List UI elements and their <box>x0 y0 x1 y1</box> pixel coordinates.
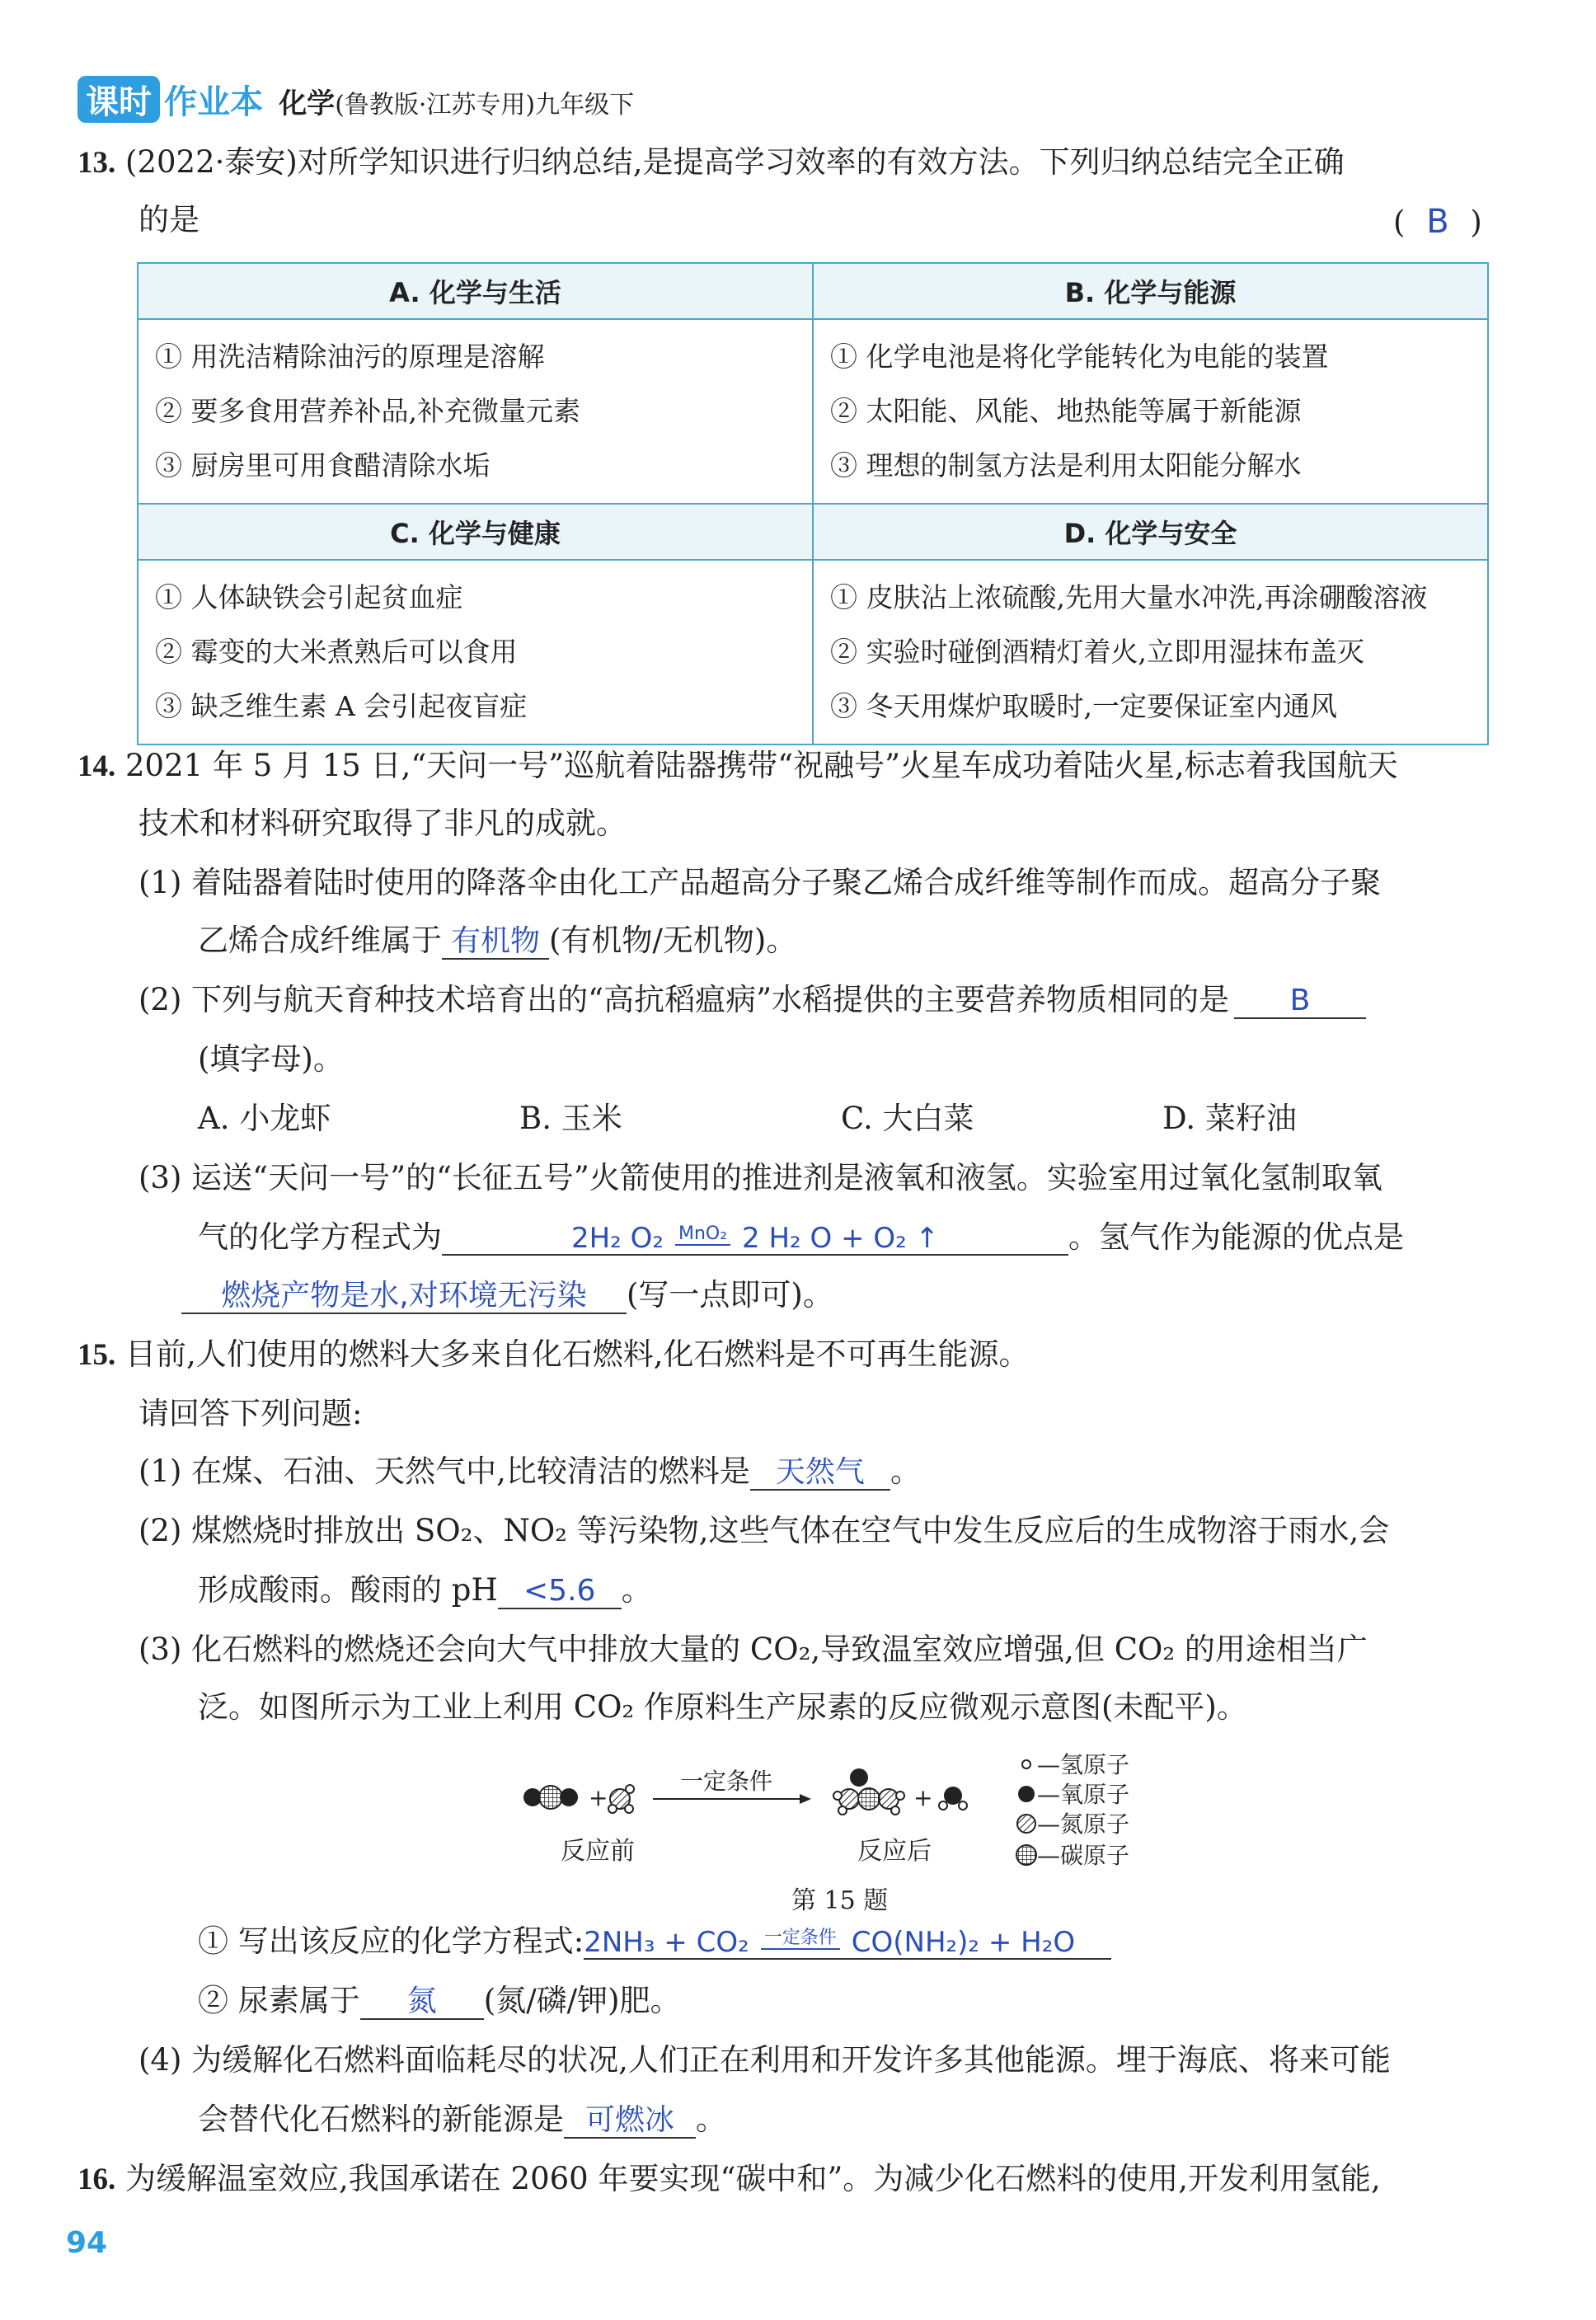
q15-sub1a: ① 写出该反应的化学方程式: <box>198 1923 584 1959</box>
table-item: ③ 缺乏维生素 A 会引起夜盲症 <box>155 690 528 722</box>
q15-stem2: 请回答下列问题: <box>138 1396 363 1431</box>
table-cell-a <box>138 319 813 504</box>
table-item: ③ 冬天用煤炉取暖时,一定要保证室内通风 <box>830 690 1337 722</box>
q14-p1c: (有机物/无机物)。 <box>549 923 797 958</box>
q13-answer: B <box>1426 203 1449 241</box>
arrow-head-icon <box>800 1794 811 1804</box>
q15-p4b-line <box>198 2096 726 2143</box>
q15-p2b: 形成酸雨。酸雨的 pH <box>198 1572 498 1608</box>
q15-p3b: 泛。如图所示为工业上利用 CO₂ 作原料生产尿素的反应微观示意图(未配平)。 <box>198 1689 1247 1725</box>
q14-answer-4: 燃烧产物是水,对环境无污染 <box>181 1280 627 1314</box>
book-title: 作业本 <box>164 83 264 121</box>
q15-answer-3 <box>584 1928 1111 1960</box>
table-title-d: D. 化学与安全 <box>813 504 1488 560</box>
q15-sub2-line <box>198 1977 681 2024</box>
q16-number: 16. <box>77 2163 116 2196</box>
q15-p2c: 。 <box>621 1572 652 1608</box>
q15-answer-5: 可燃冰 <box>564 2104 696 2139</box>
q15-p4a: (4) 为缓解化石燃料面临耗尽的状况,人们正在利用和开发许多其他能源。埋于海底、将来可能 <box>138 2042 1391 2078</box>
table-title-b: B. 化学与能源 <box>813 263 1488 319</box>
q15-answer-1: 天然气 <box>750 1456 890 1491</box>
q14-p3a: (3) 运送“天问一号”的“长征五号”火箭使用的推进剂是液氧和液氢。实验室用过氧化氢制取氧 <box>138 1160 1382 1195</box>
q13-number: 13. <box>77 146 116 180</box>
q13-stem-text: 对所学知识进行归纳总结,是提高学习效率的有效方法。下列归纳总结完全正确 <box>297 144 1345 180</box>
table-item: ③ 厨房里可用食醋清除水垢 <box>155 449 491 481</box>
eq-right: 2 H₂ O + O₂ ↑ <box>742 1222 940 1255</box>
q13-answer-bracket: ( B ) <box>1393 203 1482 241</box>
table-title-c: C. 化学与健康 <box>138 504 813 560</box>
q15-p4c: 。 <box>696 2102 726 2137</box>
q14-answer-2: B <box>1234 984 1366 1019</box>
header <box>77 76 634 123</box>
q14-stem1: 2021 年 5 月 15 日,“天问一号”巡航着陆器携带“祝融号”火星车成功着陆火星,标志着我国航天 <box>125 748 1398 783</box>
table-item: ① 用洗洁精除油污的原理是溶解 <box>155 340 545 373</box>
legend-hydrogen: —氢原子 <box>1037 1751 1130 1778</box>
eq-left: 2NH₃ + CO₂ <box>584 1926 749 1959</box>
reaction-figure <box>519 1748 1179 1913</box>
q15-sub1-line <box>198 1918 1550 1965</box>
q15-answer-2: <5.6 <box>498 1575 622 1609</box>
q14-p2a: (2) 下列与航天育种技术培育出的“高抗稻瘟病”水稻提供的主要营养物质相同的是 <box>138 982 1230 1017</box>
q14-p3b-line <box>198 1214 1550 1261</box>
q14-p3d-line <box>181 1271 833 1318</box>
q14-stem2: 技术和材料研究取得了非凡的成就。 <box>138 805 627 841</box>
q15-p4b: 会替代化石燃料的新能源是 <box>198 2102 564 2137</box>
table-item: ① 化学电池是将化学能转化为电能的装置 <box>830 340 1329 373</box>
q15-p3a: (3) 化石燃料的燃烧还会向大气中排放大量的 CO₂,导致温室效应增强,但 CO₂ 的用途相当广 <box>138 1632 1368 1667</box>
q14-answer-1: 有机物 <box>442 925 549 960</box>
q13-stem2: 的是 <box>138 202 200 237</box>
q14-p1b: 乙烯合成纤维属于 <box>198 923 442 958</box>
edition: (鲁教版·江苏专用)九年级下 <box>335 91 635 120</box>
q15-p2a: (2) 煤燃烧时排放出 SO₂、NO₂ 等污染物,这些气体在空气中发生反应后的生成物溶于雨水,会 <box>138 1513 1390 1548</box>
table-item: ① 皮肤沾上浓硫酸,先用大量水冲洗,再涂硼酸溶液 <box>830 581 1428 613</box>
q15-sub2b: (氮/磷/钾)肥。 <box>483 1983 681 2018</box>
q15-p1a: (1) 在煤、石油、天然气中,比较清洁的燃料是 <box>138 1454 750 1489</box>
q14-opt-c: C. 大白菜 <box>841 1101 974 1136</box>
q13-table <box>137 262 1489 745</box>
page-number: 94 <box>66 2226 108 2260</box>
subject: 化学 <box>279 87 336 120</box>
figure-before: 反应前 <box>561 1837 635 1866</box>
h2o-molecule-icon <box>939 1787 967 1810</box>
svg-text:+: + <box>589 1784 608 1811</box>
q15-number: 15. <box>77 1338 116 1372</box>
figure-caption: 第 15 题 <box>791 1886 889 1913</box>
q15-stem1: 目前,人们使用的燃料大多来自化石燃料,化石燃料是不可再生能源。 <box>125 1336 1030 1372</box>
reaction-diagram <box>519 1748 1179 1913</box>
q15-p1b: 。 <box>890 1454 921 1489</box>
nh3-molecule-icon <box>608 1785 634 1813</box>
figure-condition: 一定条件 <box>680 1768 773 1795</box>
q14-p1a: (1) 着陆器着陆时使用的降落伞由化工产品超高分子聚乙烯合成纤维等制作而成。超高分子聚 <box>138 865 1382 900</box>
table-item: ① 人体缺铁会引起贫血症 <box>155 581 463 613</box>
q13-source: (2022·泰安) <box>125 144 298 180</box>
q14-p3c: 。氢气作为能源的优点是 <box>1068 1219 1404 1255</box>
eq-condition: 一定条件 <box>761 1928 840 1950</box>
q14-number: 14. <box>77 749 116 783</box>
svg-text:+: + <box>913 1784 933 1811</box>
legend-nitrogen: —氮原子 <box>1037 1810 1130 1838</box>
urea-molecule-icon <box>833 1768 904 1815</box>
legend-oxygen: —氧原子 <box>1037 1781 1130 1808</box>
q15-answer-4: 氮 <box>360 1985 484 2020</box>
q14-opt-b: B. 玉米 <box>519 1101 622 1136</box>
q15-sub2a: ② 尿素属于 <box>198 1983 360 2018</box>
table-cell-b <box>813 319 1488 504</box>
q14-p3b: 气的化学方程式为 <box>198 1219 442 1255</box>
q14-p2a-line <box>138 976 1540 1023</box>
figure-legend <box>1016 1751 1129 1869</box>
legend-carbon: —碳原子 <box>1037 1842 1130 1869</box>
table-title-a: A. 化学与生活 <box>138 263 813 319</box>
figure-after: 反应后 <box>857 1837 932 1866</box>
table-item: ② 要多食用营养补品,补充微量元素 <box>155 395 580 427</box>
q15-stem <box>77 1331 1030 1378</box>
q14-stem <box>77 742 1545 790</box>
eq-left: 2H₂ O₂ <box>570 1222 664 1255</box>
q14-opt-d: D. 菜籽油 <box>1162 1101 1297 1136</box>
co2-molecule-icon <box>523 1786 578 1809</box>
q13-stem <box>77 139 1528 186</box>
q14-p3d: (写一点即可)。 <box>627 1277 833 1313</box>
q14-p1b-line <box>198 917 796 964</box>
table-cell-c <box>138 560 813 744</box>
q16-stem <box>77 2155 1545 2203</box>
table-item: ② 实验时碰倒酒精灯着火,立即用湿抹布盖灭 <box>830 636 1364 668</box>
eq-right: CO(NH₂)₂ + H₂O <box>851 1926 1076 1959</box>
table-cell-d <box>813 560 1488 744</box>
q14-opt-a: A. 小龙虾 <box>198 1101 331 1136</box>
q15-p1-line <box>138 1448 921 1495</box>
q14-answer-3 <box>442 1223 1068 1256</box>
eq-condition: MnO₂ <box>675 1224 730 1246</box>
q15-p2b-line <box>198 1566 652 1613</box>
q16-stem-text: 为缓解温室效应,我国承诺在 2060 年要实现“碳中和”。为减少化石燃料的使用,开发利用氢能, <box>125 2161 1381 2196</box>
table-item: ② 太阳能、风能、地热能等属于新能源 <box>830 395 1302 427</box>
logo: 课时 <box>77 76 160 123</box>
table-item: ③ 理想的制氢方法是利用太阳能分解水 <box>830 449 1302 481</box>
q14-p2b: (填字母)。 <box>198 1041 344 1077</box>
table-item: ② 霉变的大米煮熟后可以食用 <box>155 636 518 668</box>
